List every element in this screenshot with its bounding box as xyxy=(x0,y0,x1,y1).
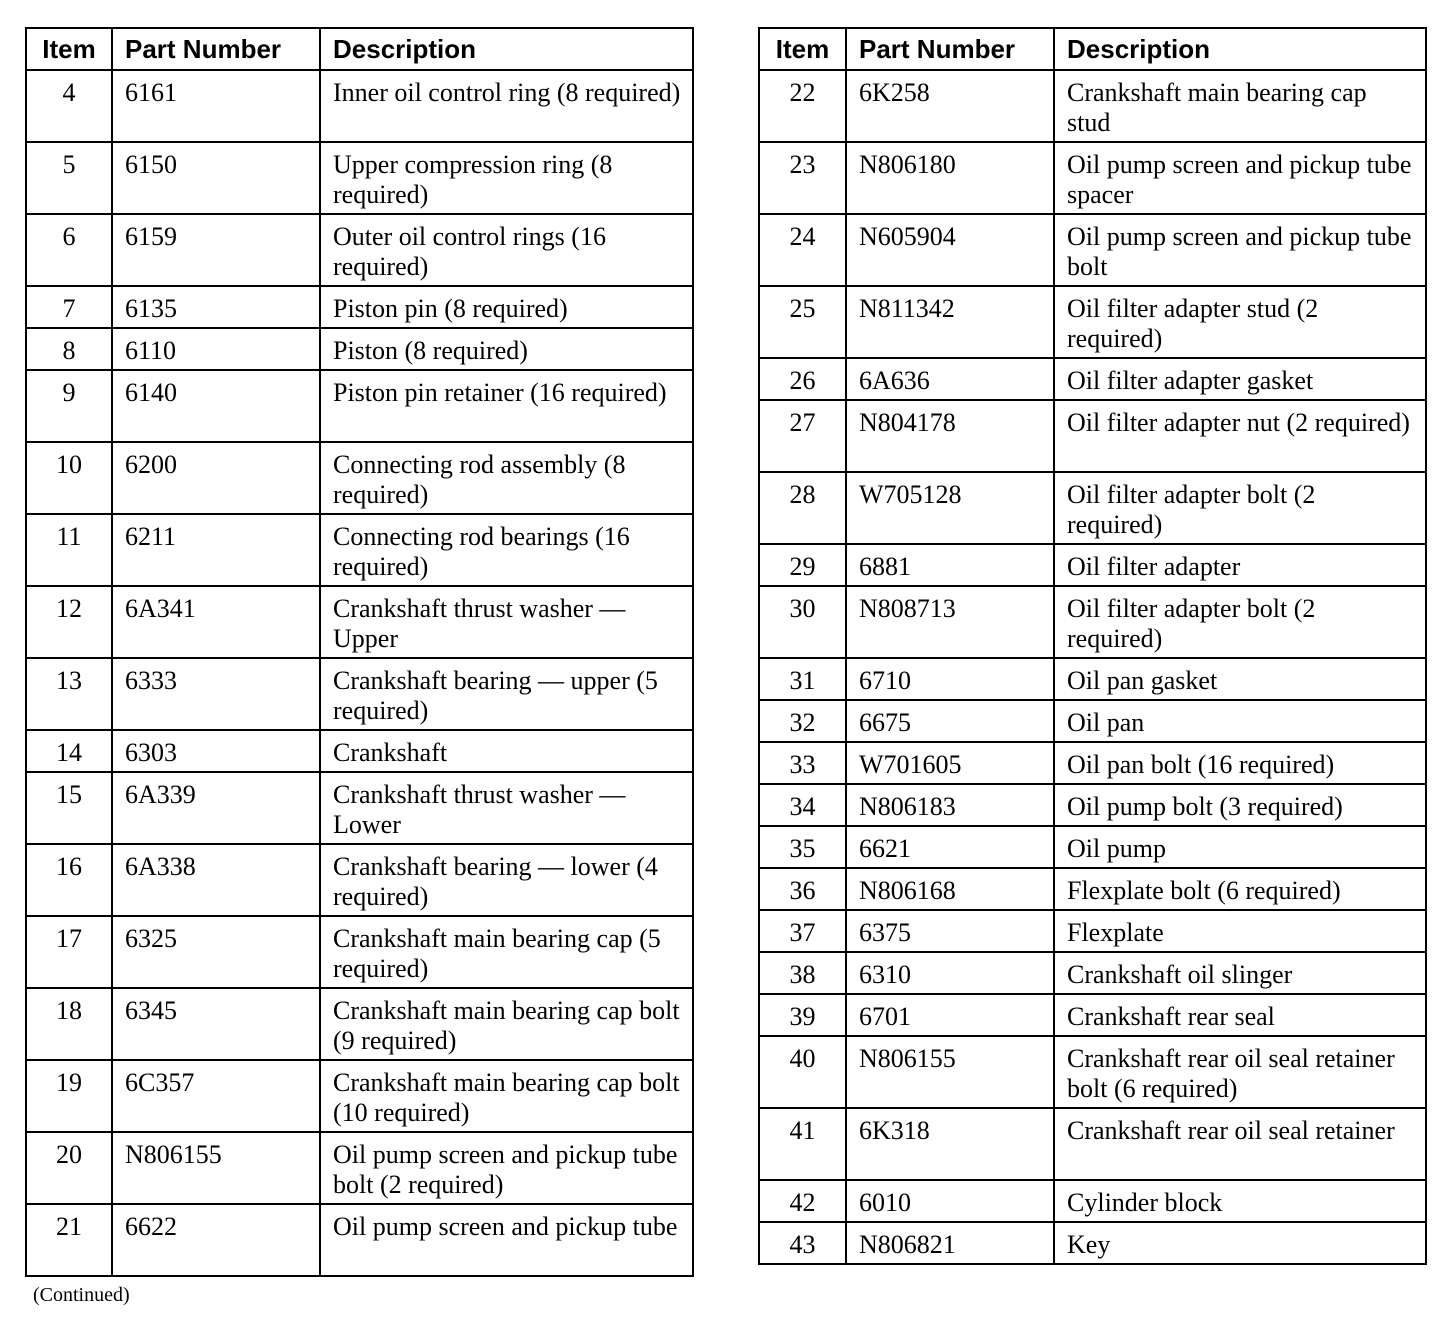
table-row xyxy=(26,988,693,1060)
part-number-cell: 6A341 xyxy=(112,586,320,658)
description-cell: Flexplate xyxy=(1054,910,1426,952)
part-number-column-header: Part Number xyxy=(846,28,1054,70)
part-number-cell: 6C357 xyxy=(112,1060,320,1132)
item-cell: 13 xyxy=(26,658,112,730)
part-number-cell: 6622 xyxy=(112,1204,320,1276)
part-number-cell: 6K318 xyxy=(846,1108,1054,1180)
description-cell: Crankshaft xyxy=(320,730,693,772)
table-row xyxy=(759,1108,1426,1180)
table-row xyxy=(26,370,693,442)
part-number-cell: N806155 xyxy=(112,1132,320,1204)
item-cell: 32 xyxy=(759,700,846,742)
description-cell: Oil pump screen and pickup tube spacer xyxy=(1054,142,1426,214)
item-cell: 12 xyxy=(26,586,112,658)
part-number-cell: 6161 xyxy=(112,70,320,142)
table-row xyxy=(26,658,693,730)
description-cell: Oil pump bolt (3 required) xyxy=(1054,784,1426,826)
table-row xyxy=(759,826,1426,868)
table-row xyxy=(759,472,1426,544)
table-row xyxy=(759,658,1426,700)
table-row xyxy=(26,70,693,142)
description-cell: Crankshaft bearing — upper (5 required) xyxy=(320,658,693,730)
part-number-cell: 6A339 xyxy=(112,772,320,844)
table-row xyxy=(759,994,1426,1036)
item-cell: 20 xyxy=(26,1132,112,1204)
part-number-cell: 6710 xyxy=(846,658,1054,700)
item-cell: 17 xyxy=(26,916,112,988)
description-cell: Flexplate bolt (6 required) xyxy=(1054,868,1426,910)
table-row xyxy=(26,142,693,214)
item-cell: 16 xyxy=(26,844,112,916)
item-cell: 9 xyxy=(26,370,112,442)
description-cell: Oil pump screen and pickup tube bolt (2 required) xyxy=(320,1132,693,1204)
parts-table-right xyxy=(758,27,1427,1265)
part-number-cell: 6110 xyxy=(112,328,320,370)
description-cell: Crankshaft main bearing cap (5 required) xyxy=(320,916,693,988)
item-cell: 21 xyxy=(26,1204,112,1276)
item-cell: 39 xyxy=(759,994,846,1036)
part-number-cell: 6345 xyxy=(112,988,320,1060)
part-number-cell: 6A636 xyxy=(846,358,1054,400)
description-cell: Oil pump screen and pickup tube bolt xyxy=(1054,214,1426,286)
table-row xyxy=(26,1204,693,1276)
table-row xyxy=(759,1222,1426,1264)
description-cell: Connecting rod assembly (8 required) xyxy=(320,442,693,514)
item-cell: 36 xyxy=(759,868,846,910)
item-cell: 31 xyxy=(759,658,846,700)
description-cell: Oil filter adapter bolt (2 required) xyxy=(1054,472,1426,544)
item-cell: 18 xyxy=(26,988,112,1060)
item-cell: 10 xyxy=(26,442,112,514)
part-number-cell: 6135 xyxy=(112,286,320,328)
table-header-row xyxy=(759,28,1426,70)
part-number-cell: N806168 xyxy=(846,868,1054,910)
item-column-header: Item xyxy=(759,28,846,70)
item-cell: 22 xyxy=(759,70,846,142)
description-cell: Oil filter adapter gasket xyxy=(1054,358,1426,400)
part-number-cell: 6881 xyxy=(846,544,1054,586)
item-cell: 6 xyxy=(26,214,112,286)
table-row xyxy=(26,214,693,286)
item-cell: 27 xyxy=(759,400,846,472)
table-row xyxy=(759,586,1426,658)
description-cell: Crankshaft main bearing cap bolt (9 required) xyxy=(320,988,693,1060)
description-cell: Crankshaft rear oil seal retainer bolt (6 required) xyxy=(1054,1036,1426,1108)
table-row xyxy=(759,784,1426,826)
table-row xyxy=(26,442,693,514)
part-number-cell: N808713 xyxy=(846,586,1054,658)
part-number-cell: 6310 xyxy=(846,952,1054,994)
description-cell: Crankshaft rear oil seal retainer xyxy=(1054,1108,1426,1180)
item-cell: 25 xyxy=(759,286,846,358)
table-row xyxy=(26,772,693,844)
item-cell: 42 xyxy=(759,1180,846,1222)
item-cell: 33 xyxy=(759,742,846,784)
item-cell: 14 xyxy=(26,730,112,772)
table-row xyxy=(759,286,1426,358)
part-number-cell: W705128 xyxy=(846,472,1054,544)
description-cell: Key xyxy=(1054,1222,1426,1264)
item-column-header: Item xyxy=(26,28,112,70)
description-cell: Oil filter adapter stud (2 required) xyxy=(1054,286,1426,358)
description-cell: Crankshaft thrust washer — Lower xyxy=(320,772,693,844)
item-cell: 29 xyxy=(759,544,846,586)
item-cell: 4 xyxy=(26,70,112,142)
description-cell: Crankshaft rear seal xyxy=(1054,994,1426,1036)
table-row xyxy=(26,730,693,772)
description-cell: Piston pin retainer (16 required) xyxy=(320,370,693,442)
table-row xyxy=(759,142,1426,214)
table-row xyxy=(759,700,1426,742)
item-cell: 23 xyxy=(759,142,846,214)
table-row xyxy=(26,286,693,328)
item-cell: 24 xyxy=(759,214,846,286)
description-cell: Crankshaft oil slinger xyxy=(1054,952,1426,994)
item-cell: 26 xyxy=(759,358,846,400)
description-cell: Connecting rod bearings (16 required) xyxy=(320,514,693,586)
item-cell: 43 xyxy=(759,1222,846,1264)
description-column-header: Description xyxy=(1054,28,1426,70)
part-number-cell: 6333 xyxy=(112,658,320,730)
part-number-cell: 6A338 xyxy=(112,844,320,916)
table-row xyxy=(26,1060,693,1132)
item-cell: 15 xyxy=(26,772,112,844)
item-cell: 5 xyxy=(26,142,112,214)
part-number-cell: 6140 xyxy=(112,370,320,442)
parts-table-left xyxy=(25,27,694,1277)
description-cell: Crankshaft main bearing cap stud xyxy=(1054,70,1426,142)
table-header-row xyxy=(26,28,693,70)
table-row xyxy=(26,844,693,916)
item-cell: 41 xyxy=(759,1108,846,1180)
table-row xyxy=(26,514,693,586)
part-number-cell: N804178 xyxy=(846,400,1054,472)
item-cell: 38 xyxy=(759,952,846,994)
part-number-cell: N806183 xyxy=(846,784,1054,826)
item-cell: 8 xyxy=(26,328,112,370)
description-cell: Crankshaft bearing — lower (4 required) xyxy=(320,844,693,916)
description-column-header: Description xyxy=(320,28,693,70)
item-cell: 11 xyxy=(26,514,112,586)
description-cell: Oil filter adapter bolt (2 required) xyxy=(1054,586,1426,658)
description-cell: Crankshaft main bearing cap bolt (10 required) xyxy=(320,1060,693,1132)
description-cell: Oil pan xyxy=(1054,700,1426,742)
description-cell: Inner oil control ring (8 required) xyxy=(320,70,693,142)
table-row xyxy=(26,586,693,658)
table-row xyxy=(759,1180,1426,1222)
part-number-cell: 6159 xyxy=(112,214,320,286)
part-number-cell: 6010 xyxy=(846,1180,1054,1222)
part-number-cell: 6K258 xyxy=(846,70,1054,142)
part-number-cell: 6375 xyxy=(846,910,1054,952)
part-number-cell: N806180 xyxy=(846,142,1054,214)
item-cell: 35 xyxy=(759,826,846,868)
description-cell: Cylinder block xyxy=(1054,1180,1426,1222)
part-number-cell: N811342 xyxy=(846,286,1054,358)
part-number-cell: 6150 xyxy=(112,142,320,214)
part-number-cell: 6675 xyxy=(846,700,1054,742)
item-cell: 40 xyxy=(759,1036,846,1108)
table-row xyxy=(759,214,1426,286)
table-row xyxy=(759,358,1426,400)
item-cell: 28 xyxy=(759,472,846,544)
description-cell: Oil pan bolt (16 required) xyxy=(1054,742,1426,784)
description-cell: Oil pan gasket xyxy=(1054,658,1426,700)
description-cell: Oil pump xyxy=(1054,826,1426,868)
part-number-column-header: Part Number xyxy=(112,28,320,70)
part-number-cell: 6303 xyxy=(112,730,320,772)
part-number-cell: 6701 xyxy=(846,994,1054,1036)
table-row xyxy=(759,1036,1426,1108)
part-number-cell: 6325 xyxy=(112,916,320,988)
item-cell: 7 xyxy=(26,286,112,328)
table-row xyxy=(26,1132,693,1204)
part-number-cell: N605904 xyxy=(846,214,1054,286)
part-number-cell: N806821 xyxy=(846,1222,1054,1264)
table-row xyxy=(759,544,1426,586)
table-row xyxy=(759,868,1426,910)
item-cell: 37 xyxy=(759,910,846,952)
description-cell: Upper compression ring (8 required) xyxy=(320,142,693,214)
table-row xyxy=(759,742,1426,784)
item-cell: 19 xyxy=(26,1060,112,1132)
table-row xyxy=(26,916,693,988)
description-cell: Piston pin (8 required) xyxy=(320,286,693,328)
item-cell: 30 xyxy=(759,586,846,658)
description-cell: Outer oil control rings (16 required) xyxy=(320,214,693,286)
table-row xyxy=(26,328,693,370)
table-row xyxy=(759,910,1426,952)
table-row xyxy=(759,952,1426,994)
description-cell: Crankshaft thrust washer — Upper xyxy=(320,586,693,658)
part-number-cell: 6621 xyxy=(846,826,1054,868)
description-cell: Oil filter adapter xyxy=(1054,544,1426,586)
table-row xyxy=(759,70,1426,142)
table-row xyxy=(759,400,1426,472)
item-cell: 34 xyxy=(759,784,846,826)
part-number-cell: W701605 xyxy=(846,742,1054,784)
part-number-cell: 6200 xyxy=(112,442,320,514)
description-cell: Oil filter adapter nut (2 required) xyxy=(1054,400,1426,472)
part-number-cell: N806155 xyxy=(846,1036,1054,1108)
part-number-cell: 6211 xyxy=(112,514,320,586)
continued-note: (Continued) xyxy=(33,1284,130,1306)
description-cell: Oil pump screen and pickup tube xyxy=(320,1204,693,1276)
description-cell: Piston (8 required) xyxy=(320,328,693,370)
